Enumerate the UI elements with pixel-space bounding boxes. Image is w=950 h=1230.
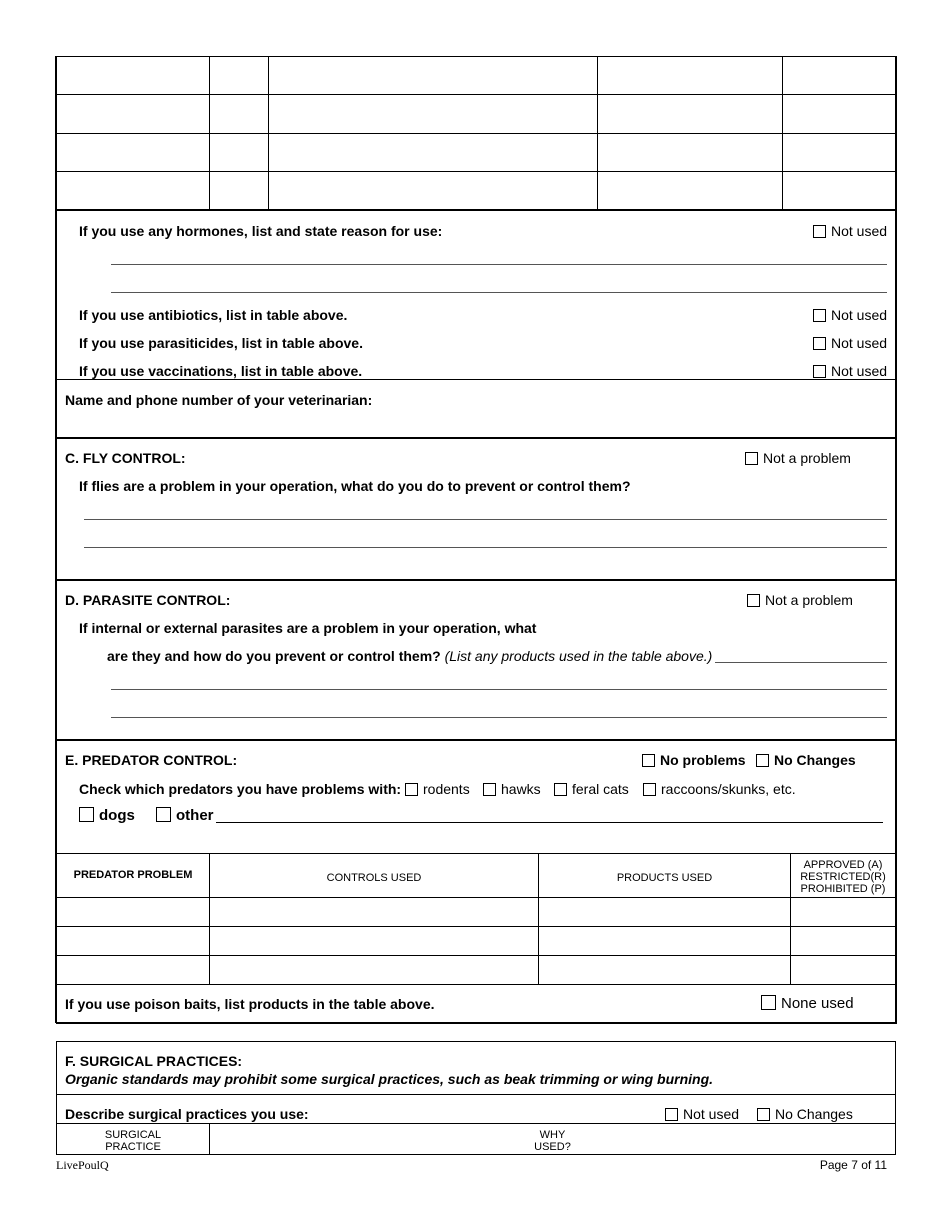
parasiticides-question: If you use parasiticides, list in table above. [79,335,363,351]
option-label: No Changes [774,752,856,768]
vaccinations-not-used-option[interactable] [813,363,887,379]
answer-line[interactable] [111,264,887,265]
parasite-control-heading: D. PARASITE CONTROL: [65,592,231,608]
option-label: Not used [831,223,888,239]
veterinarian-label: Name and phone number of your veterinarian: [65,392,373,408]
option-label: rodents [423,781,470,797]
answer-line[interactable] [111,689,887,690]
option-label: None used [781,995,854,1012]
fly-control-question: If flies are a problem in your operation, what do you do to prevent or control them? [79,478,631,494]
checkbox-icon[interactable] [665,1108,678,1121]
checkbox-icon[interactable] [756,754,769,767]
option-label: raccoons/skunks, etc. [661,781,796,797]
table-header: PRODUCTS USED [616,872,713,884]
answer-line[interactable] [111,292,887,293]
table-header: PREDATOR PROBLEM [73,869,193,881]
parasite-question-line1: If internal or external parasites are a problem in your operation, what [79,620,537,636]
antibiotics-question: If you use antibiotics, list in table above. [79,307,348,323]
predator-option-dogs[interactable] [79,807,135,824]
checkbox-icon[interactable] [813,309,826,322]
answer-line[interactable] [84,547,887,548]
checkbox-icon[interactable] [554,783,567,796]
header-line: PROHIBITED (P) [800,883,886,895]
surgical-not-used-option[interactable] [665,1106,739,1122]
header-line: PRACTICE [105,1141,161,1153]
header-line: RESTRICTED(R) [800,871,886,883]
question-bold: are they and how do you prevent or control them? [107,648,441,664]
answer-line[interactable] [84,519,887,520]
checkbox-icon[interactable] [483,783,496,796]
checkbox-icon[interactable] [813,365,826,378]
checkbox-icon[interactable] [813,337,826,350]
header-line: WHY [539,1129,566,1141]
fly-not-a-problem-option[interactable] [745,450,851,466]
answer-line[interactable] [715,662,887,663]
parasiticides-not-used-option[interactable] [813,335,887,351]
predator-option-hawks[interactable] [483,781,541,797]
predator-no-changes-option[interactable] [756,752,856,768]
hormones-question: If you use any hormones, list and state reason for use: [79,223,443,239]
fly-control-heading: C. FLY CONTROL: [65,450,186,466]
option-label: dogs [99,807,135,824]
table-header [791,859,895,895]
table-header-why-used [450,1129,655,1153]
checkbox-icon[interactable] [813,225,826,238]
surgical-describe-label: Describe surgical practices you use: [65,1106,309,1122]
poison-baits-question: If you use poison baits, list products in the table above. [65,996,435,1012]
predator-control-heading: E. PREDATOR CONTROL: [65,752,238,768]
option-label: Not a problem [765,592,853,608]
checkbox-icon[interactable] [643,783,656,796]
none-used-option[interactable] [761,995,854,1012]
header-line: SURGICAL [104,1129,162,1141]
predator-check-label: Check which predators you have problems with: [79,781,402,797]
table-header-surgical-practice [57,1129,209,1153]
checkbox-icon[interactable] [745,452,758,465]
predator-option-rodents[interactable] [405,781,470,797]
predator-option-other[interactable] [156,807,214,824]
option-label: No Changes [775,1106,853,1122]
option-label: No problems [660,752,746,768]
question-italic: (List any products used in the table above.) [444,648,713,664]
option-label: feral cats [572,781,629,797]
table-header: CONTROLS USED [326,872,422,884]
antibiotics-not-used-option[interactable] [813,307,887,323]
option-label: Not used [831,307,888,323]
checkbox-icon[interactable] [642,754,655,767]
form-code: LivePoulQ [56,1158,109,1172]
predator-option-raccoons[interactable] [643,781,796,797]
surgical-note: Organic standards may prohibit some surgical practices, such as beak trimming or wing burning. [65,1071,714,1087]
vaccinations-question: If you use vaccinations, list in table above. [79,363,363,379]
checkbox-icon[interactable] [156,807,171,822]
header-line: USED? [534,1141,571,1153]
option-label: Not used [683,1106,740,1122]
checkbox-icon[interactable] [405,783,418,796]
checkbox-icon[interactable] [757,1108,770,1121]
answer-line[interactable] [111,717,887,718]
checkbox-icon[interactable] [79,807,94,822]
checkbox-icon[interactable] [761,995,776,1010]
predator-no-problems-option[interactable] [642,752,746,768]
surgical-heading: F. SURGICAL PRACTICES: [65,1053,243,1069]
option-label: Not a problem [763,450,851,466]
header-line: APPROVED (A) [803,859,883,871]
option-label: other [176,807,214,824]
option-label: hawks [501,781,541,797]
other-answer-line[interactable] [216,822,883,823]
checkbox-icon[interactable] [747,594,760,607]
surgical-no-changes-option[interactable] [757,1106,853,1122]
option-label: Not used [831,335,888,351]
parasite-question-line2 [107,648,712,664]
predator-option-feral-cats[interactable] [554,781,629,797]
parasite-not-a-problem-option[interactable] [747,592,853,608]
hormones-not-used-option[interactable] [813,223,887,239]
option-label: Not used [831,363,888,379]
page-number: Page 7 of 11 [819,1158,887,1172]
